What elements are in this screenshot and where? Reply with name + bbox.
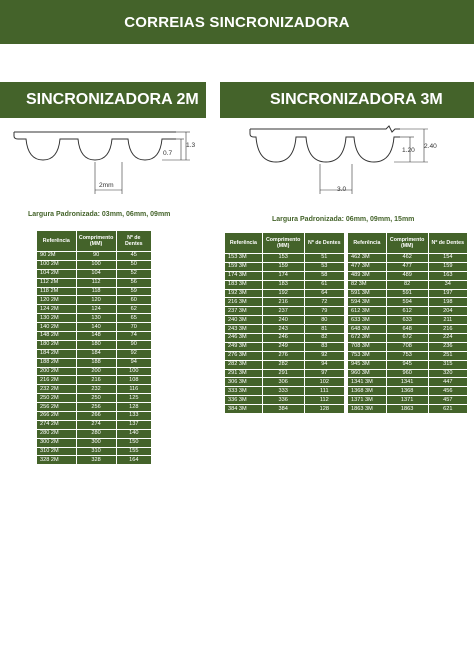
cell-teeth: 80 (304, 316, 344, 325)
cell-teeth: 198 (428, 298, 467, 307)
cell-length: 274 (76, 420, 116, 429)
cell-reference: 232 2M (37, 385, 77, 394)
cell-reference: 100 2M (37, 260, 77, 269)
cell-reference: 477 3M (348, 262, 387, 271)
table-row (225, 280, 345, 289)
col-header-reference: Referência (348, 233, 387, 254)
table-row (348, 369, 468, 378)
cell-teeth: 216 (428, 325, 467, 334)
table-row (37, 305, 152, 314)
cell-teeth: 251 (428, 351, 467, 360)
table-row (37, 269, 152, 278)
cell-length: 333 (262, 387, 304, 396)
widths-2m: Largura Padronizada: 03mm, 06mm, 09mm (28, 211, 171, 218)
cell-reference: 237 3M (225, 307, 263, 316)
table-row (37, 429, 152, 438)
cell-length: 159 (262, 262, 304, 271)
cell-length: 232 (76, 385, 116, 394)
table-row (225, 325, 345, 334)
cell-teeth: 159 (428, 262, 467, 271)
col-header-teeth: Nº de Dentes (116, 231, 151, 252)
widths-3m: Largura Padronizada: 06mm, 09mm, 15mm (272, 216, 415, 223)
col-header-reference: Referência (37, 231, 77, 252)
cell-length: 120 (76, 296, 116, 305)
cell-length: 591 (386, 289, 428, 298)
cell-length: 945 (386, 360, 428, 369)
cell-teeth: 56 (116, 278, 151, 287)
col-header-length: Comprimento (MM) (262, 233, 304, 254)
table-row (348, 254, 468, 263)
cell-reference: 243 3M (225, 325, 263, 334)
cell-teeth: 60 (116, 296, 151, 305)
table-row (37, 456, 152, 465)
cell-reference: 462 3M (348, 254, 387, 263)
table-row (225, 289, 345, 298)
cell-teeth: 224 (428, 334, 467, 343)
cell-length: 112 (76, 278, 116, 287)
table-row (225, 405, 345, 414)
cell-length: 243 (262, 325, 304, 334)
cell-reference: 266 2M (37, 412, 77, 421)
cell-teeth: 65 (116, 314, 151, 323)
table-row (37, 340, 152, 349)
cell-teeth: 50 (116, 260, 151, 269)
table-row (37, 260, 152, 269)
table-row (225, 307, 345, 316)
cell-teeth: 133 (116, 412, 151, 421)
table-row (348, 342, 468, 351)
cell-reference: 120 2M (37, 296, 77, 305)
table-row (348, 307, 468, 316)
table-row (348, 325, 468, 334)
cell-length: 250 (76, 394, 116, 403)
cell-reference: 140 2M (37, 323, 77, 332)
cell-reference: 300 2M (37, 438, 77, 447)
cell-teeth: 51 (304, 254, 344, 263)
cell-reference: 333 3M (225, 387, 263, 396)
cell-reference: 184 2M (37, 349, 77, 358)
cell-reference: 591 3M (348, 289, 387, 298)
cell-teeth: 164 (116, 456, 151, 465)
cell-reference: 246 3M (225, 334, 263, 343)
table-row (348, 316, 468, 325)
cell-teeth: 457 (428, 396, 467, 405)
cell-length: 249 (262, 342, 304, 351)
table-row (37, 252, 152, 261)
table-row (37, 278, 152, 287)
col-header-reference: Referência (225, 233, 263, 254)
table-row (348, 387, 468, 396)
cell-reference: 489 3M (348, 271, 387, 280)
table-row (225, 271, 345, 280)
cell-reference: 282 3M (225, 360, 263, 369)
cell-reference: 274 2M (37, 420, 77, 429)
dim-pitch-2m: 2mm (99, 182, 114, 189)
cell-teeth: 116 (116, 385, 151, 394)
table-row (37, 394, 152, 403)
table-row (348, 405, 468, 414)
cell-length: 960 (386, 369, 428, 378)
cell-length: 183 (262, 280, 304, 289)
cell-length: 612 (386, 307, 428, 316)
cell-reference: 672 3M (348, 334, 387, 343)
cell-teeth: 90 (116, 340, 151, 349)
cell-length: 192 (262, 289, 304, 298)
dim-tooth-2m: 0.7 (163, 150, 173, 157)
cell-length: 140 (76, 323, 116, 332)
table-row (37, 403, 152, 412)
cell-reference: 648 3M (348, 325, 387, 334)
cell-length: 200 (76, 367, 116, 376)
cell-length: 118 (76, 287, 116, 296)
table-row (225, 396, 345, 405)
col-header-teeth: Nº de Dentes (304, 233, 344, 254)
cell-length: 280 (76, 429, 116, 438)
cell-reference: 250 2M (37, 394, 77, 403)
cell-reference: 180 2M (37, 340, 77, 349)
cell-teeth: 154 (428, 254, 467, 263)
cell-length: 90 (76, 252, 116, 261)
cell-teeth: 59 (116, 287, 151, 296)
cell-length: 130 (76, 314, 116, 323)
cell-length: 153 (262, 254, 304, 263)
cell-reference: 240 3M (225, 316, 263, 325)
cell-reference: 1863 3M (348, 405, 387, 414)
table-row (348, 289, 468, 298)
cell-reference: 174 3M (225, 271, 263, 280)
cell-teeth: 45 (116, 252, 151, 261)
cell-reference: 708 3M (348, 342, 387, 351)
cell-reference: 249 3M (225, 342, 263, 351)
cell-length: 282 (262, 360, 304, 369)
cell-teeth: 64 (304, 289, 344, 298)
table-row (37, 296, 152, 305)
cell-teeth: 108 (116, 376, 151, 385)
cell-length: 216 (76, 376, 116, 385)
cell-teeth: 61 (304, 280, 344, 289)
cell-reference: 633 3M (348, 316, 387, 325)
cell-length: 753 (386, 351, 428, 360)
cell-reference: 130 2M (37, 314, 77, 323)
cell-reference: 256 2M (37, 403, 77, 412)
cell-length: 124 (76, 305, 116, 314)
cell-length: 1863 (386, 405, 428, 414)
table-row (348, 378, 468, 387)
cell-teeth: 236 (428, 342, 467, 351)
cell-length: 310 (76, 447, 116, 456)
cell-teeth: 82 (304, 334, 344, 343)
cell-teeth: 320 (428, 369, 467, 378)
col-header-length: Comprimento (MM) (76, 231, 116, 252)
cell-reference: 384 3M (225, 405, 263, 414)
cell-reference: 276 3M (225, 351, 263, 360)
table-row (348, 271, 468, 280)
cell-teeth: 62 (116, 305, 151, 314)
cell-reference: 945 3M (348, 360, 387, 369)
cell-reference: 118 2M (37, 287, 77, 296)
table-row (225, 334, 345, 343)
cell-length: 306 (262, 378, 304, 387)
dim-pitch-3m: 3.0 (337, 186, 347, 193)
table-row (225, 342, 345, 351)
cell-length: 1371 (386, 396, 428, 405)
cell-length: 384 (262, 405, 304, 414)
cell-reference: 82 3M (348, 280, 387, 289)
cell-teeth: 140 (116, 429, 151, 438)
table-row (37, 412, 152, 421)
cell-reference: 310 2M (37, 447, 77, 456)
cell-reference: 753 3M (348, 351, 387, 360)
cell-teeth: 150 (116, 438, 151, 447)
cell-reference: 148 2M (37, 332, 77, 341)
cell-teeth: 111 (304, 387, 344, 396)
cell-teeth: 74 (116, 332, 151, 341)
table-3m-left (224, 232, 345, 414)
table-row (37, 358, 152, 367)
page-title: CORREIAS SINCRONIZADORA (124, 14, 350, 31)
table-row (225, 369, 345, 378)
table-row (37, 367, 152, 376)
cell-teeth: 315 (428, 360, 467, 369)
cell-reference: 124 2M (37, 305, 77, 314)
cell-teeth: 621 (428, 405, 467, 414)
cell-teeth: 197 (428, 289, 467, 298)
section-3m-header (220, 82, 474, 118)
cell-length: 104 (76, 269, 116, 278)
cell-length: 256 (76, 403, 116, 412)
cell-teeth: 163 (428, 271, 467, 280)
cell-length: 240 (262, 316, 304, 325)
section-2m-header (0, 82, 206, 118)
cell-teeth: 204 (428, 307, 467, 316)
cell-teeth: 125 (116, 394, 151, 403)
table-row (37, 332, 152, 341)
cell-teeth: 70 (116, 323, 151, 332)
table-row (348, 396, 468, 405)
table-row (37, 323, 152, 332)
cell-teeth: 102 (304, 378, 344, 387)
cell-length: 100 (76, 260, 116, 269)
cell-teeth: 94 (304, 360, 344, 369)
table-row (348, 334, 468, 343)
cell-length: 300 (76, 438, 116, 447)
table-row (225, 360, 345, 369)
cell-reference: 192 3M (225, 289, 263, 298)
cell-reference: 594 3M (348, 298, 387, 307)
cell-teeth: 100 (116, 367, 151, 376)
table-row (225, 316, 345, 325)
cell-reference: 280 2M (37, 429, 77, 438)
cell-length: 291 (262, 369, 304, 378)
table-row (348, 298, 468, 307)
table-row (348, 262, 468, 271)
table-row (348, 360, 468, 369)
cell-length: 1341 (386, 378, 428, 387)
cell-length: 180 (76, 340, 116, 349)
cell-reference: 216 2M (37, 376, 77, 385)
cell-length: 462 (386, 254, 428, 263)
table-row (37, 349, 152, 358)
cell-length: 1368 (386, 387, 428, 396)
cell-length: 708 (386, 342, 428, 351)
cell-teeth: 97 (304, 369, 344, 378)
cell-teeth: 81 (304, 325, 344, 334)
cell-reference: 200 2M (37, 367, 77, 376)
cell-length: 237 (262, 307, 304, 316)
cell-length: 82 (386, 280, 428, 289)
cell-length: 594 (386, 298, 428, 307)
cell-teeth: 34 (428, 280, 467, 289)
col-header-length: Comprimento (MM) (386, 233, 428, 254)
page-header-bar (0, 0, 474, 44)
cell-length: 148 (76, 332, 116, 341)
cell-teeth: 83 (304, 342, 344, 351)
table-row (37, 438, 152, 447)
cell-teeth: 92 (304, 351, 344, 360)
table-row (348, 280, 468, 289)
cell-reference: 1368 3M (348, 387, 387, 396)
cell-reference: 159 3M (225, 262, 263, 271)
cell-reference: 291 3M (225, 369, 263, 378)
cell-reference: 153 3M (225, 254, 263, 263)
cell-reference: 90 2M (37, 252, 77, 261)
col-header-teeth: Nº de Dentes (428, 233, 467, 254)
table-row (37, 376, 152, 385)
table-row (225, 351, 345, 360)
cell-length: 246 (262, 334, 304, 343)
table-row (225, 387, 345, 396)
cell-reference: 328 2M (37, 456, 77, 465)
table-row (225, 262, 345, 271)
cell-teeth: 79 (304, 307, 344, 316)
cell-teeth: 128 (116, 403, 151, 412)
cell-teeth: 52 (116, 269, 151, 278)
cell-reference: 336 3M (225, 396, 263, 405)
cell-length: 672 (386, 334, 428, 343)
cell-length: 266 (76, 412, 116, 421)
table-row (37, 287, 152, 296)
table-3m-right (347, 232, 468, 414)
cell-teeth: 72 (304, 298, 344, 307)
cell-reference: 612 3M (348, 307, 387, 316)
section-2m-title: SINCRONIZADORA 2M (26, 91, 199, 108)
cell-length: 328 (76, 456, 116, 465)
table-row (37, 420, 152, 429)
cell-reference: 188 2M (37, 358, 77, 367)
cell-length: 216 (262, 298, 304, 307)
cell-reference: 1341 3M (348, 378, 387, 387)
cell-reference: 1371 3M (348, 396, 387, 405)
cell-reference: 112 2M (37, 278, 77, 287)
cell-teeth: 137 (116, 420, 151, 429)
cell-teeth: 447 (428, 378, 467, 387)
cell-teeth: 112 (304, 396, 344, 405)
cell-length: 336 (262, 396, 304, 405)
dim-height-3m: 2.40 (424, 143, 437, 150)
cell-length: 477 (386, 262, 428, 271)
cell-reference: 183 3M (225, 280, 263, 289)
cell-teeth: 155 (116, 447, 151, 456)
table-row (37, 385, 152, 394)
cell-reference: 216 3M (225, 298, 263, 307)
table-row (225, 378, 345, 387)
cell-length: 276 (262, 351, 304, 360)
table-row (348, 351, 468, 360)
dim-tooth-3m: 1.20 (402, 147, 415, 154)
cell-reference: 306 3M (225, 378, 263, 387)
cell-teeth: 53 (304, 262, 344, 271)
table-row (37, 447, 152, 456)
cell-length: 188 (76, 358, 116, 367)
cell-length: 174 (262, 271, 304, 280)
cell-teeth: 456 (428, 387, 467, 396)
cell-teeth: 92 (116, 349, 151, 358)
table-2m (36, 230, 152, 465)
belt-profile-3m-diagram (240, 124, 474, 200)
cell-length: 489 (386, 271, 428, 280)
cell-length: 184 (76, 349, 116, 358)
section-3m-title: SINCRONIZADORA 3M (270, 91, 443, 108)
table-row (37, 314, 152, 323)
cell-teeth: 211 (428, 316, 467, 325)
table-row (225, 298, 345, 307)
cell-length: 633 (386, 316, 428, 325)
dim-height-2m: 1.3 (186, 142, 196, 149)
cell-reference: 960 3M (348, 369, 387, 378)
cell-teeth: 58 (304, 271, 344, 280)
cell-length: 648 (386, 325, 428, 334)
cell-teeth: 128 (304, 405, 344, 414)
table-row (225, 254, 345, 263)
cell-teeth: 94 (116, 358, 151, 367)
cell-reference: 104 2M (37, 269, 77, 278)
